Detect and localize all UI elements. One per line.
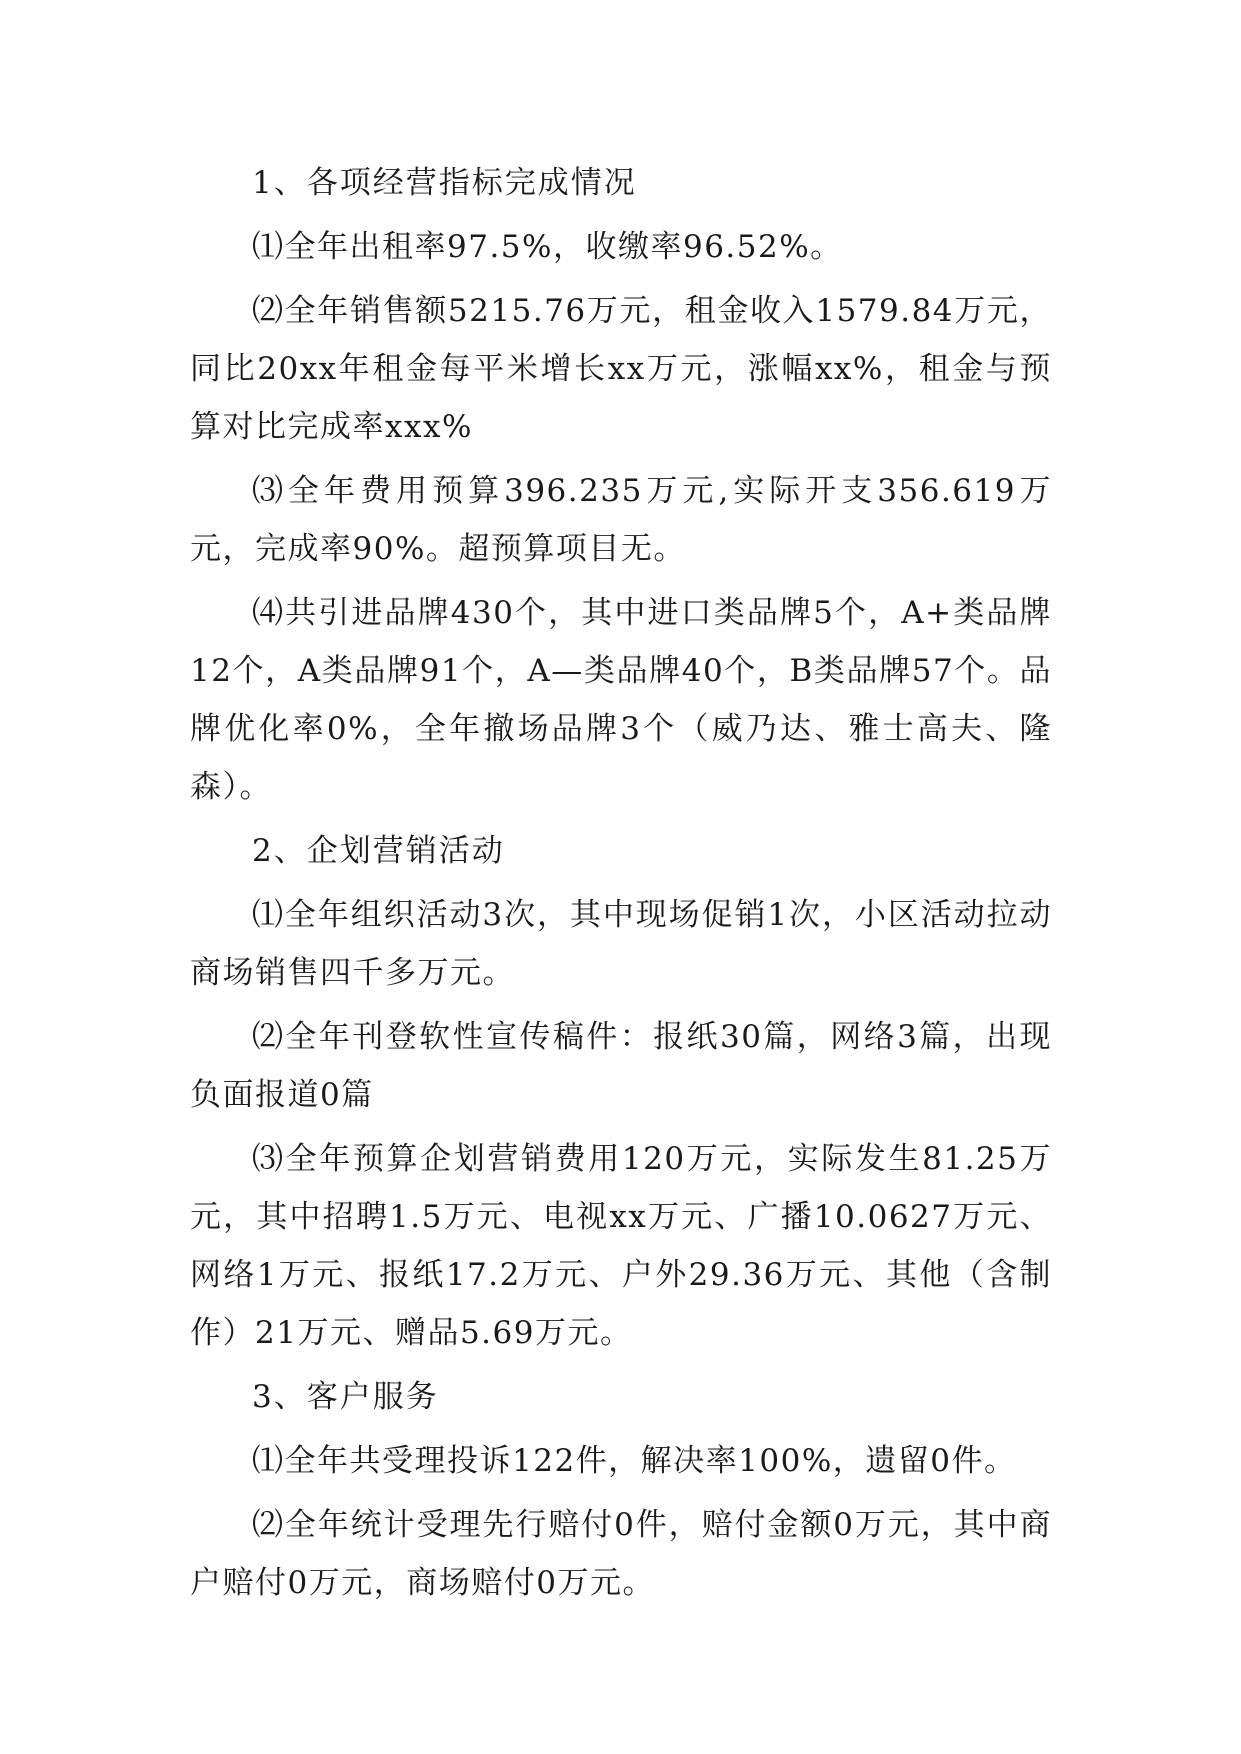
paragraph: ⑶全年预算企划营销费用120万元，实际发生81.25万元，其中招聘1.5万元、电视xx万元、广播10.0627万元、网络1万元、报纸17.2万元、户外29.36万元、其他（含制作）21万元、赠品5.69万元。 xyxy=(190,1141,1052,1351)
section-heading: 3、客户服务 xyxy=(252,1379,439,1415)
paragraph: ⑵全年销售额5215.76万元，租金收入1579.84万元，同比20xx年租金每平米增长xx万元，涨幅xx%，租金与预算对比完成率xxx% xyxy=(190,293,1052,445)
paragraph: ⑴全年出租率97.5%，收缴率96.52%。 xyxy=(252,229,843,265)
paragraph: ⑵全年刊登软性宣传稿件：报纸30篇，网络3篇，出现负面报道0篇 xyxy=(190,1019,1052,1113)
paragraph: ⑶全年费用预算396.235万元,实际开支356.619万元，完成率90%。超预算项目无。 xyxy=(190,473,1052,567)
section-1 xyxy=(190,154,1052,816)
paragraph: ⑴全年组织活动3次，其中现场促销1次，小区活动拉动商场销售四千多万元。 xyxy=(190,897,1052,991)
section-2 xyxy=(190,822,1052,1362)
paragraph: ⑷共引进品牌430个，其中进口类品牌5个，A+类品牌12个，A类品牌91个，A—类品牌40个，B类品牌57个。品牌优化率0%，全年撤场品牌3个（威乃达、雅士高夫、隆森）。 xyxy=(190,595,1052,805)
section-heading: 1、各项经营指标完成情况 xyxy=(252,165,637,201)
paragraph: ⑴全年共受理投诉122件，解决率100%，遗留0件。 xyxy=(252,1443,1017,1479)
section-heading: 2、企划营销活动 xyxy=(252,833,505,869)
document-body xyxy=(190,154,1052,1618)
section-3 xyxy=(190,1368,1052,1612)
paragraph: ⑵全年统计受理先行赔付0件，赔付金额0万元，其中商户赔付0万元，商场赔付0万元。 xyxy=(190,1507,1052,1601)
